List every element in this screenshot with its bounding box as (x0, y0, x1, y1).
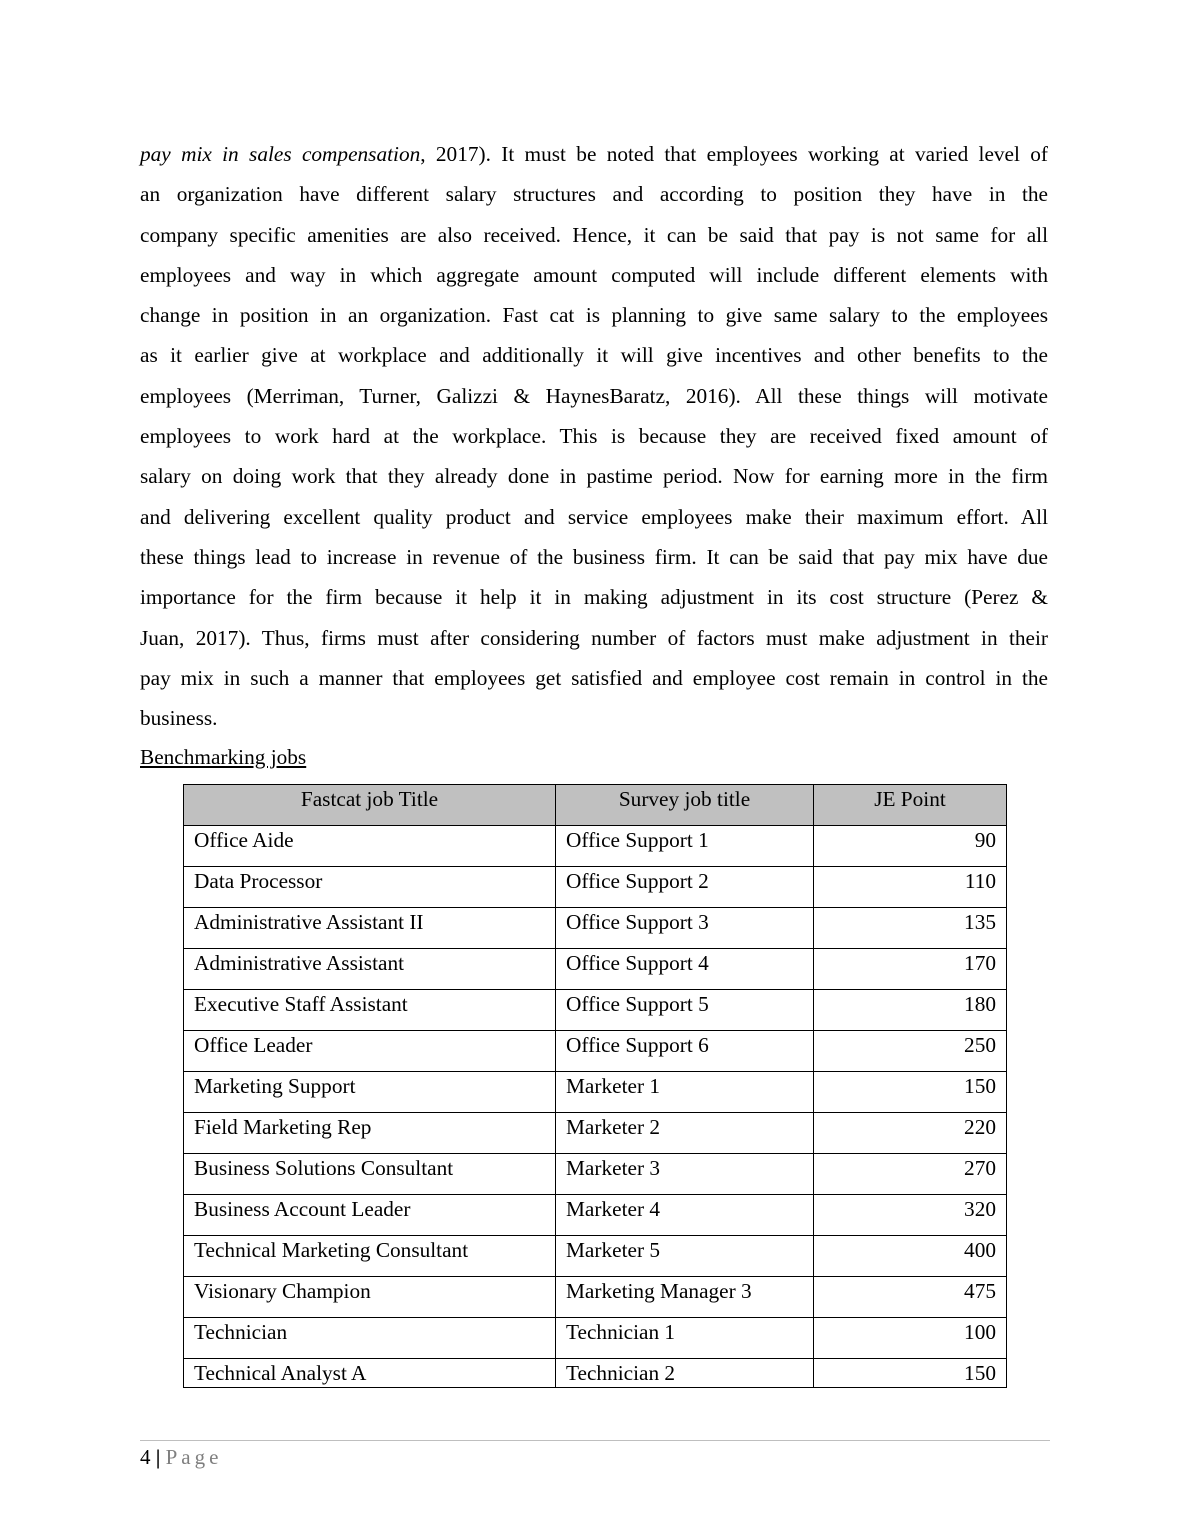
footer-divider (140, 1440, 1050, 1441)
survey-title-cell: Marketer 2 (556, 1113, 814, 1154)
line-text: employees to work hard at the workplace. This is because they are received fixed amount of (140, 424, 1048, 449)
table-row (184, 1154, 1007, 1195)
table-row (184, 1195, 1007, 1236)
header-survey-title: Survey job title (556, 785, 814, 826)
table-row (184, 1359, 1007, 1388)
table-row (184, 1113, 1007, 1154)
line-text: salary on doing work that they already done in pastime period. Now for earning more in the firm (140, 464, 1048, 489)
line-text: these things lead to increase in revenue of the business firm. It can be said that pay mix have due (140, 544, 1048, 569)
table-row (184, 990, 1007, 1031)
paragraph-line (140, 337, 1048, 377)
page-separator: | (155, 1445, 161, 1469)
table-row (184, 1072, 1007, 1113)
je-point-cell: 90 (814, 826, 1007, 867)
fastcat-title-cell: Office Leader (184, 1031, 556, 1072)
line-text: Juan, 2017). Thus, firms must after considering number of factors must make adjustment in their (140, 625, 1048, 650)
line-text: change in position in an organization. Fast cat is planning to give same salary to the employees (140, 303, 1048, 328)
je-point-cell: 400 (814, 1236, 1007, 1277)
line-text: and delivering excellent quality product and service employees make their maximum effort. All (140, 504, 1048, 529)
line-text: employees (Merriman, Turner, Galizzi & HaynesBaratz, 2016). All these things will motivate (140, 383, 1048, 408)
survey-title-cell: Marketing Manager 3 (556, 1277, 814, 1318)
section-heading: Benchmarking jobs (140, 745, 307, 769)
citation-title: pay mix in sales compensation (140, 142, 421, 166)
survey-title-cell: Technician 1 (556, 1318, 814, 1359)
je-point-cell: 135 (814, 908, 1007, 949)
survey-title-cell: Technician 2 (556, 1359, 814, 1388)
paragraph-line (140, 579, 1048, 619)
table-row (184, 1318, 1007, 1359)
fastcat-title-cell: Office Aide (184, 826, 556, 867)
survey-title-cell: Marketer 3 (556, 1154, 814, 1195)
je-point-cell: 320 (814, 1195, 1007, 1236)
line-text: employees and way in which aggregate amount computed will include different elements with (140, 262, 1048, 287)
table-row (184, 826, 1007, 867)
paragraph-line (140, 217, 1048, 257)
fastcat-title-cell: Visionary Champion (184, 1277, 556, 1318)
paragraph-line (140, 499, 1048, 539)
paragraph-line (140, 700, 1048, 740)
je-point-cell: 475 (814, 1277, 1007, 1318)
survey-title-cell: Office Support 3 (556, 908, 814, 949)
line-text: pay mix in such a manner that employees get satisfied and employee cost remain in control in the (140, 665, 1048, 690)
line-text: importance for the firm because it help it in making adjustment in its cost structure (Perez & (140, 585, 1048, 610)
fastcat-title-cell: Data Processor (184, 867, 556, 908)
line-text: business. (140, 706, 218, 731)
je-point-cell: 100 (814, 1318, 1007, 1359)
line-text: as it earlier give at workplace and additionally it will give incentives and other benefits to the (140, 343, 1048, 368)
page-number-value: 4 (140, 1445, 151, 1469)
survey-title-cell: Marketer 1 (556, 1072, 814, 1113)
page-label: Page (165, 1445, 223, 1469)
paragraph-line (140, 297, 1048, 337)
table-row (184, 949, 1007, 990)
je-point-cell: 110 (814, 867, 1007, 908)
fastcat-title-cell: Executive Staff Assistant (184, 990, 556, 1031)
paragraph-line (140, 257, 1048, 297)
fastcat-title-cell: Business Account Leader (184, 1195, 556, 1236)
paragraph-line (140, 136, 1048, 176)
paragraph-line (140, 660, 1048, 700)
paragraph-line (140, 458, 1048, 498)
je-point-cell: 220 (814, 1113, 1007, 1154)
survey-title-cell: Office Support 2 (556, 867, 814, 908)
paragraph-line (140, 620, 1048, 660)
survey-title-cell: Office Support 5 (556, 990, 814, 1031)
page-number (140, 1444, 222, 1470)
survey-title-cell: Office Support 6 (556, 1031, 814, 1072)
fastcat-title-cell: Marketing Support (184, 1072, 556, 1113)
table-row (184, 908, 1007, 949)
je-point-cell: 150 (814, 1072, 1007, 1113)
body-paragraph (140, 136, 1048, 740)
paragraph-line (140, 378, 1048, 418)
header-fastcat-title: Fastcat job Title (184, 785, 556, 826)
table-header-row (184, 785, 1007, 826)
je-point-cell: 270 (814, 1154, 1007, 1195)
fastcat-title-cell: Business Solutions Consultant (184, 1154, 556, 1195)
paragraph-line (140, 176, 1048, 216)
je-point-cell: 150 (814, 1359, 1007, 1388)
fastcat-title-cell: Technical Marketing Consultant (184, 1236, 556, 1277)
benchmark-table (183, 784, 1007, 1388)
header-je-point: JE Point (814, 785, 1007, 826)
paragraph-line (140, 418, 1048, 458)
survey-title-cell: Office Support 4 (556, 949, 814, 990)
fastcat-title-cell: Field Marketing Rep (184, 1113, 556, 1154)
survey-title-cell: Marketer 4 (556, 1195, 814, 1236)
je-point-cell: 180 (814, 990, 1007, 1031)
line-text: company specific amenities are also received. Hence, it can be said that pay is not same for all (140, 222, 1048, 247)
fastcat-title-cell: Technical Analyst A (184, 1359, 556, 1388)
table-row (184, 1236, 1007, 1277)
fastcat-title-cell: Administrative Assistant (184, 949, 556, 990)
survey-title-cell: Marketer 5 (556, 1236, 814, 1277)
table-row (184, 867, 1007, 908)
paragraph-line (140, 539, 1048, 579)
fastcat-title-cell: Administrative Assistant II (184, 908, 556, 949)
fastcat-title-cell: Technician (184, 1318, 556, 1359)
table-row (184, 1031, 1007, 1072)
survey-title-cell: Office Support 1 (556, 826, 814, 867)
line-text: , 2017). It must be noted that employees working at varied level of (420, 142, 1048, 166)
table-row (184, 1277, 1007, 1318)
line-text: an organization have different salary structures and according to position they have in the (140, 182, 1048, 207)
je-point-cell: 170 (814, 949, 1007, 990)
je-point-cell: 250 (814, 1031, 1007, 1072)
